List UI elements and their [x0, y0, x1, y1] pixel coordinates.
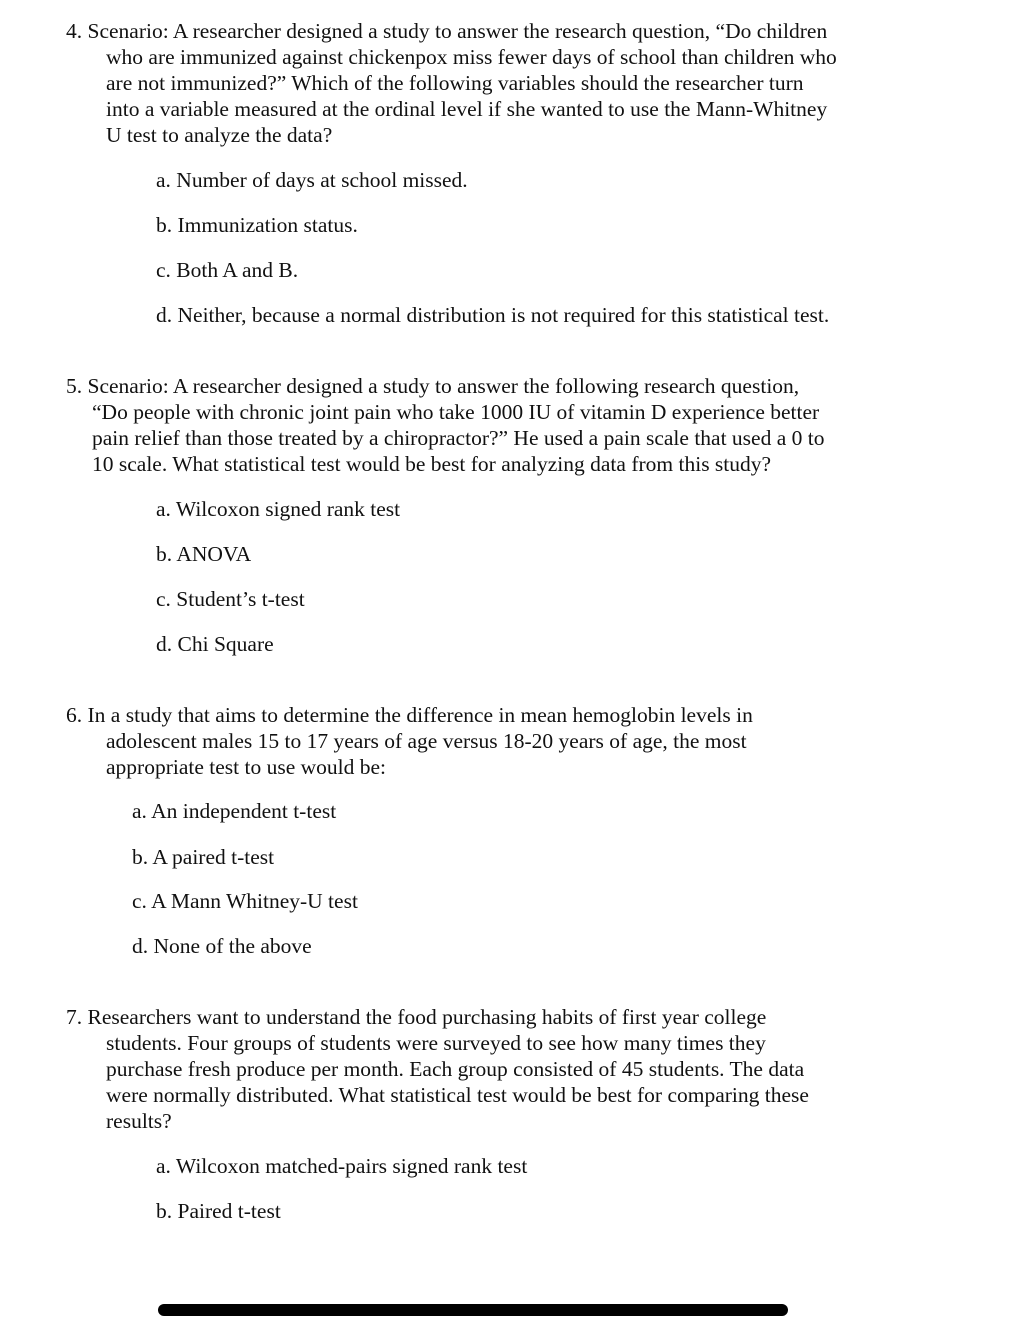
question-4-line-1: 4. Scenario: A researcher designed a study to answer the research question, “Do children [66, 19, 828, 43]
question-4-line-3: are not immunized?” Which of the following variables should the researcher turn [106, 71, 804, 95]
question-5-line-4: 10 scale. What statistical test would be best for analyzing data from this study? [92, 452, 772, 476]
question-5-line-3: pain relief than those treated by a chiropractor?” He used a pain scale that used a 0 to [92, 426, 825, 450]
question-5-line-2: “Do people with chronic joint pain who take 1000 IU of vitamin D experience better [92, 400, 820, 424]
question-7-line-3: purchase fresh produce per month. Each group consisted of 45 students. The data [106, 1057, 805, 1081]
question-7 [66, 1004, 809, 1134]
question-4-option-d: d. Neither, because a normal distribution is not required for this statistical test. [156, 303, 830, 327]
question-6-option-c: c. A Mann Whitney-U test [132, 889, 358, 913]
question-5-option-c: c. Student’s t-test [156, 587, 305, 611]
question-7-line-1: 7. Researchers want to understand the food purchasing habits of first year college [66, 1005, 767, 1029]
question-6-option-d: d. None of the above [132, 934, 312, 958]
question-4-line-5: U test to analyze the data? [106, 123, 333, 147]
question-4-option-c: c. Both A and B. [156, 258, 299, 282]
question-5-option-d: d. Chi Square [156, 632, 274, 656]
question-4 [66, 18, 837, 148]
question-7-line-4: were normally distributed. What statistical test would be best for comparing these [106, 1083, 809, 1107]
question-4-option-b: b. Immunization status. [156, 213, 358, 237]
home-indicator-bar[interactable] [158, 1304, 788, 1316]
question-7-line-5: results? [106, 1109, 172, 1133]
question-7-option-b: b. Paired t-test [156, 1199, 281, 1223]
question-4-line-2: who are immunized against chickenpox miss fewer days of school than children who [106, 45, 837, 69]
question-5-option-a: a. Wilcoxon signed rank test [156, 497, 401, 521]
question-6-line-3: appropriate test to use would be: [106, 755, 387, 779]
question-4-line-4: into a variable measured at the ordinal level if she wanted to use the Mann-Whitney [106, 97, 828, 121]
question-7-option-a: a. Wilcoxon matched-pairs signed rank test [156, 1154, 528, 1178]
question-4-option-a: a. Number of days at school missed. [156, 168, 468, 192]
question-5-line-1: 5. Scenario: A researcher designed a study to answer the following research question, [66, 374, 800, 398]
question-6 [66, 702, 753, 780]
question-6-option-a: a. An independent t-test [132, 799, 337, 823]
question-5 [66, 373, 824, 477]
question-6-line-1: 6. In a study that aims to determine the difference in mean hemoglobin levels in [66, 703, 753, 727]
question-5-option-b: b. ANOVA [156, 542, 252, 566]
question-7-line-2: students. Four groups of students were surveyed to see how many times they [106, 1031, 766, 1055]
question-6-option-b: b. A paired t-test [132, 845, 275, 869]
question-6-line-2: adolescent males 15 to 17 years of age versus 18-20 years of age, the most [106, 729, 747, 753]
